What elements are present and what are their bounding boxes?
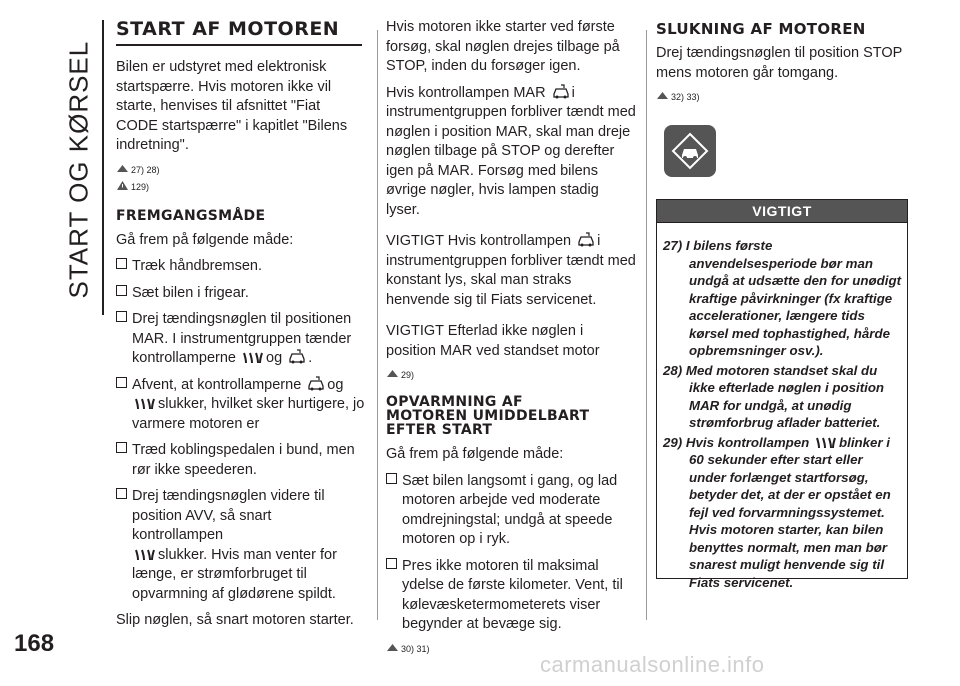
heading-start-engine: START AF MOTOREN <box>116 18 362 46</box>
procedure-lead: Gå frem på følgende måde: <box>116 231 294 248</box>
checkbox-bullet-icon <box>116 488 127 499</box>
book-icon <box>116 163 129 174</box>
list-item: Drej tændingsnøglen til positionen MAR. I instrumentgruppen tænder kontrollamperne og . <box>116 310 366 369</box>
paragraph: VIGTIGT Hvis kontrollampen i instrumentgruppen forbliver tændt med konstant lys, skal man straks henvende sig til Fiats servicenet. <box>386 233 636 308</box>
immobilizer-car-icon <box>288 349 306 365</box>
warning-icon <box>116 180 129 191</box>
heading-procedure: FREMGANGSMÅDE <box>116 207 266 224</box>
list-item: Afvent, at kontrollamperne og slukker, hvilket sker hurtigere, jo varmere motoren er <box>116 376 366 435</box>
page-number: 168 <box>14 630 55 657</box>
side-tab <box>52 20 104 315</box>
glow-plug-icon <box>815 436 837 450</box>
paragraph: Hvis motoren ikke starter ved første forsøg, skal nøglen drejes tilbage på STOP, inden du forsøger igen. <box>386 19 620 74</box>
column-2 <box>386 18 636 657</box>
list-item: Sæt bilen langsomt i gang, og lad motoren arbejde ved moderate omdrejningstal; undgå at speede motoren op i ryk. <box>386 472 636 550</box>
outro-text: Slip nøglen, så snart motoren starter. <box>116 612 354 628</box>
reference-30-31: 30) 31) <box>386 642 636 655</box>
list-item: Sæt bilen i frigear. <box>116 284 366 304</box>
book-icon <box>656 90 669 101</box>
immobilizer-car-icon <box>307 376 325 392</box>
paragraph: Drej tændingsnøglen til position STOP mens motoren går tomgang. <box>656 45 903 81</box>
note-27: 27) I bilens første anvendelsesperiode bør man undgå at udsætte den for unødigt kraftige påvirkninger (fx kraftige accelerationer, længere tids kørsel med tophastighed, hårde opbremsninger osv.). <box>663 238 901 358</box>
important-header: VIGTIGT <box>656 199 908 223</box>
column-3 <box>656 18 908 590</box>
section-title-vertical: START OG KØRSEL <box>63 40 94 299</box>
note-28: 28) Med motoren standset skal du ikke efterlade nøglen i position MAR for undgå, at unødig strømforbrug aflader batteriet. <box>663 362 885 430</box>
intro-text: Bilen er udstyret med elektronisk startspærre. Hvis motoren ikke vil starte, henvises til afsnittet "Fiat CODE startspærre" i kapitlet "Bilens indretning". <box>116 59 348 153</box>
glow-plug-icon <box>134 548 156 562</box>
paragraph: VIGTIGT Efterlad ikke nøglen i position MAR ved standset motor <box>386 323 600 359</box>
column-1 <box>116 18 366 638</box>
list-item: Drej tændingsnøglen videre til position AVV, så snart kontrollampen slukker. Hvis man venter for længe, er strømforbruget til opvarmning af glødørene spildt. <box>116 487 366 604</box>
glow-plug-icon <box>242 351 264 365</box>
list-item: Pres ikke motoren til maksimal ydelse de første kilometer. Vent, til kølevæsketermometerets viser begynder at bevæge sig. <box>386 557 636 635</box>
reference-129: 129) <box>116 180 366 193</box>
paragraph: Hvis kontrollampen MAR i instrumentgruppen forbliver tændt med nøglen i position MAR, skal man dreje nøglen tilbage på STOP og derefter igen på MAR. Forsøg med bilens øvrige nøgler, hvis lampen stadig lyser. <box>386 84 636 218</box>
watermark: carmanualsonline.info <box>540 652 765 677</box>
reference-32-33: 32) 33) <box>656 90 908 103</box>
column-divider <box>377 30 378 620</box>
checkbox-bullet-icon <box>116 258 127 269</box>
column-divider <box>646 30 647 620</box>
reference-29: 29) <box>386 368 636 381</box>
checkbox-bullet-icon <box>386 558 397 569</box>
glow-plug-icon <box>134 397 156 411</box>
warm-up-lead: Gå frem på følgende måde: <box>386 446 564 462</box>
checkbox-bullet-icon <box>116 311 127 322</box>
book-icon <box>386 368 399 379</box>
checkbox-bullet-icon <box>386 473 397 484</box>
checkbox-bullet-icon <box>116 285 127 296</box>
checkbox-bullet-icon <box>116 442 127 453</box>
reference-27-28: 27) 28) <box>116 163 366 176</box>
heading-stop-engine: SLUKNING AF MOTOREN <box>656 20 866 38</box>
note-29: 29) Hvis kontrollampen blinker i 60 sekunder efter start eller under forlænget startforsøg, betyder det, at der er opstået en fejl ved forvarmningssystemet. Hvis motoren starter, kan bilen benyttes normalt, men man bør snarest muligt henvende sig til Fiats servicenet. <box>663 434 891 590</box>
list-item: Træk håndbremsen. <box>116 257 366 277</box>
checkbox-bullet-icon <box>116 377 127 388</box>
list-item: Træd koblingspedalen i bund, men rør ikke speederen. <box>116 441 366 480</box>
book-icon <box>386 642 399 653</box>
immobilizer-car-icon <box>577 232 595 248</box>
important-notes-box <box>656 223 908 590</box>
caution-road-sign-icon <box>664 125 716 177</box>
immobilizer-car-icon <box>552 84 570 100</box>
heading-warm-up: OPVARMNING AF MOTOREN UMIDDELBART EFTER START <box>386 394 590 438</box>
